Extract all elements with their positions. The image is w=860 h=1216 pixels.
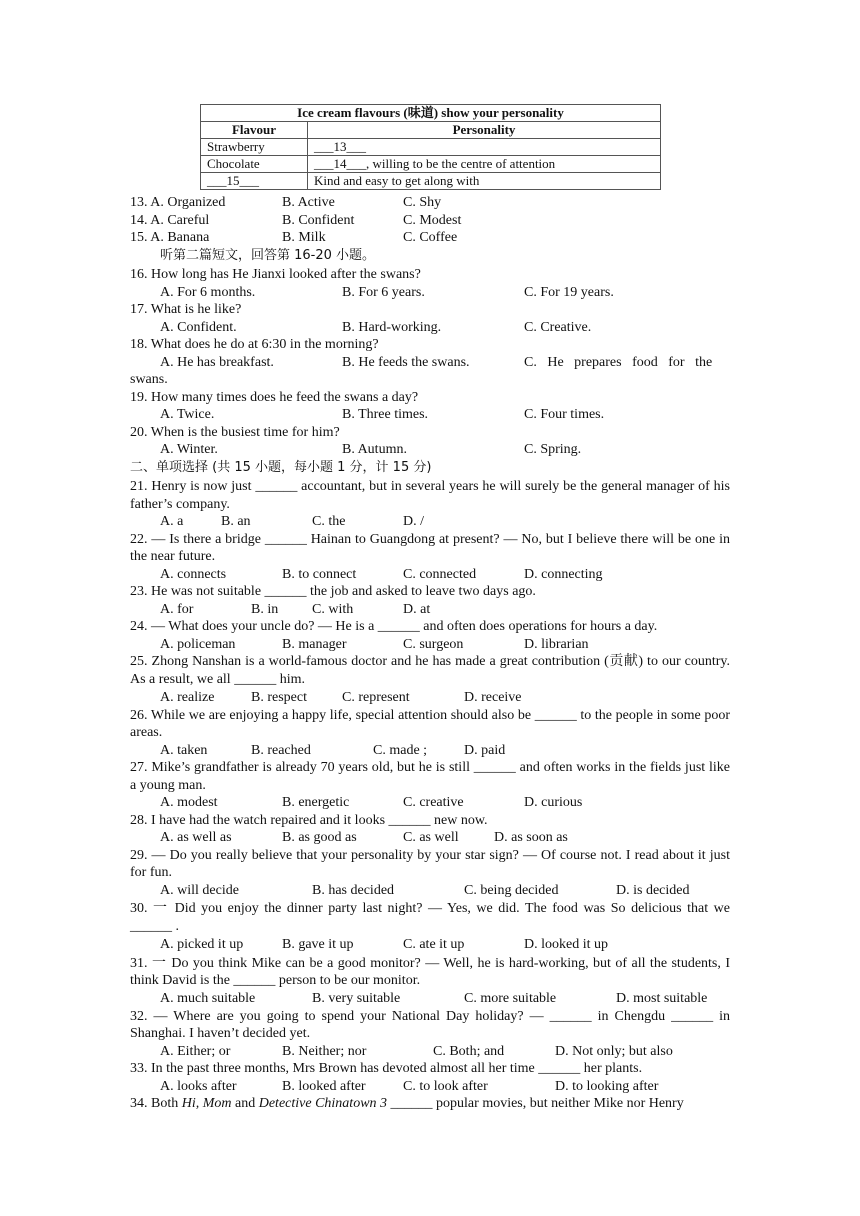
table-header-personality: Personality bbox=[308, 122, 661, 139]
table-cell-flavour: ___15___ bbox=[201, 173, 308, 190]
q30-option-a: A. picked it up bbox=[160, 936, 244, 952]
flavour-personality-table bbox=[200, 104, 661, 190]
q14-option-b: B. Confident bbox=[282, 212, 355, 228]
q22-option-b: B. to connect bbox=[282, 566, 357, 582]
question-13 bbox=[130, 194, 730, 212]
q32-option-a: A. Either; or bbox=[160, 1043, 231, 1059]
q29-option-d: D. is decided bbox=[616, 882, 690, 898]
q24-option-c: C. surgeon bbox=[403, 636, 464, 652]
q30-option-c: C. ate it up bbox=[403, 936, 465, 952]
table-row bbox=[201, 156, 661, 173]
q31-option-b: B. very suitable bbox=[312, 991, 401, 1006]
q20-option-a: A. Winter. bbox=[160, 442, 218, 457]
table-title: Ice cream flavours (味道) show your personality bbox=[201, 105, 661, 122]
q16-option-a: A. For 6 months. bbox=[160, 284, 256, 300]
question-20-stem: 20. When is the busiest time for him? bbox=[130, 424, 340, 440]
question-18-stem: 18. What does he do at 6:30 in the morning? bbox=[130, 337, 379, 352]
q30-option-b: B. gave it up bbox=[282, 936, 354, 952]
q29-option-a: A. will decide bbox=[160, 882, 239, 898]
q31-option-c: C. more suitable bbox=[464, 991, 557, 1006]
q27-option-a: A. modest bbox=[160, 795, 218, 810]
table-cell-personality: ___14___, willing to be the centre of attention bbox=[308, 156, 661, 173]
question-27-stem: 27. Mike’s grandfather is already 70 years old, but he is still ______ and often works in the fields just like a young man. bbox=[130, 760, 730, 793]
q18-option-a: A. He has breakfast. bbox=[160, 354, 274, 370]
q23-option-d: D. at bbox=[403, 601, 431, 617]
q15-option-b: B. Milk bbox=[282, 230, 326, 245]
q13-option-a: 13. A. Organized bbox=[130, 195, 226, 210]
question-26-stem: 26. While we are enjoying a happy life, special attention should also be ______ to the people in some poor areas. bbox=[130, 707, 730, 740]
q22-option-a: A. connects bbox=[160, 566, 227, 582]
question-29-stem: 29. — Do you really believe that your personality by your star sign? — Of course not. I read about it just for fun. bbox=[130, 847, 730, 880]
q26-option-b: B. reached bbox=[251, 742, 311, 758]
q23-option-c: C. with bbox=[312, 601, 354, 617]
q25-option-c: C. represent bbox=[342, 690, 410, 705]
q23-option-a: A. for bbox=[160, 601, 194, 617]
question-21-stem: 21. Henry is now just ______ accountant, but in several years he will surely be the general manager of his father’s company. bbox=[130, 479, 730, 512]
section-2-heading: 二、单项选择 (共 15 小题，每小题 1 分，计 15 分) bbox=[130, 459, 432, 475]
q24-option-a: A. policeman bbox=[160, 636, 236, 652]
q20-option-b: B. Autumn. bbox=[342, 442, 407, 457]
q24-option-d: D. librarian bbox=[524, 636, 589, 652]
q32-option-c: C. Both; and bbox=[433, 1043, 505, 1059]
q24-option-b: B. manager bbox=[282, 636, 347, 652]
q26-option-d: D. paid bbox=[464, 742, 506, 758]
q26-option-a: A. taken bbox=[160, 742, 208, 758]
q22-option-d: D. connecting bbox=[524, 566, 603, 582]
question-14 bbox=[130, 212, 730, 230]
question-15 bbox=[130, 229, 730, 247]
question-22-stem: 22. — Is there a bridge ______ Hainan to Guangdong at present? — No, but I believe there will be one in the near future. bbox=[130, 531, 730, 564]
q13-option-c: C. Shy bbox=[403, 195, 442, 210]
question-28-stem: 28. I have had the watch repaired and it looks ______ new now. bbox=[130, 812, 488, 828]
q21-option-b: B. an bbox=[221, 514, 251, 529]
q29-option-b: B. has decided bbox=[312, 882, 395, 898]
q21-option-c: C. the bbox=[312, 514, 346, 529]
q33-option-a: A. looks after bbox=[160, 1078, 237, 1094]
q15-option-c: C. Coffee bbox=[403, 230, 458, 245]
question-24-stem: 24. — What does your uncle do? — He is a ______ and often does operations for hours a day. bbox=[130, 619, 658, 634]
q28-option-b: B. as good as bbox=[282, 830, 357, 845]
question-19-stem: 19. How many times does he feed the swans a day? bbox=[130, 389, 419, 405]
q34-movie-1: Hi, Mom bbox=[181, 1096, 232, 1111]
q32-option-d: D. Not only; but also bbox=[555, 1043, 673, 1059]
q20-option-c: C. Spring. bbox=[524, 442, 582, 457]
q34-rest: ______ popular movies, but neither Mike nor Henry bbox=[387, 1096, 684, 1111]
q26-option-c: C. made ; bbox=[373, 742, 428, 758]
q17-option-c: C. Creative. bbox=[524, 319, 592, 335]
question-32-stem: 32. — Where are you going to spend your National Day holiday? — ______ in Chengdu ______ in Shanghai. I haven’t decided yet. bbox=[130, 1008, 730, 1041]
q16-option-b: B. For 6 years. bbox=[342, 284, 425, 300]
q18-option-c: C. He prepares food for the bbox=[524, 354, 713, 370]
q27-option-c: C. creative bbox=[403, 795, 464, 810]
section-listening-2-heading: 听第二篇短文，回答第 16-20 小题。 bbox=[160, 247, 376, 263]
q27-option-d: D. curious bbox=[524, 795, 583, 810]
question-17-stem: 17. What is he like? bbox=[130, 302, 242, 317]
q34-mid: and bbox=[231, 1096, 259, 1111]
q27-option-b: B. energetic bbox=[282, 795, 350, 810]
q32-option-b: B. Neither; nor bbox=[282, 1043, 367, 1059]
q23-option-b: B. in bbox=[251, 601, 279, 617]
q34-movie-2: Detective Chinatown 3 bbox=[258, 1096, 388, 1111]
q34-prefix: 34. Both bbox=[130, 1096, 182, 1111]
table-cell-personality: ___13___ bbox=[308, 139, 661, 156]
question-25-stem: 25. Zhong Nanshan is a world-famous doctor and he has made a great contribution (贡献) to our country. As a result, we all ______ him. bbox=[130, 654, 730, 687]
question-23-stem: 23. He was not suitable ______ the job and asked to leave two days ago. bbox=[130, 584, 536, 599]
q19-option-a: A. Twice. bbox=[160, 407, 215, 422]
table-cell-flavour: Chocolate bbox=[201, 156, 308, 173]
table-header-flavour: Flavour bbox=[201, 122, 308, 139]
q28-option-d: D. as soon as bbox=[494, 830, 568, 845]
q25-option-a: A. realize bbox=[160, 690, 215, 705]
q14-option-a: 14. A. Careful bbox=[130, 212, 210, 228]
q17-option-b: B. Hard-working. bbox=[342, 319, 442, 335]
q31-option-a: A. much suitable bbox=[160, 991, 256, 1006]
q19-option-b: B. Three times. bbox=[342, 407, 429, 422]
question-30-stem: 30. 一 Did you enjoy the dinner party last night? — Yes, we did. The food was So delicious that we ______ . bbox=[130, 901, 730, 934]
q28-option-c: C. as well bbox=[403, 830, 459, 845]
q33-option-d: D. to looking after bbox=[555, 1078, 659, 1094]
question-34-stem bbox=[130, 1095, 730, 1113]
q30-option-d: D. looked it up bbox=[524, 936, 608, 952]
q14-option-c: C. Modest bbox=[403, 212, 462, 228]
q21-option-d: D. / bbox=[403, 514, 424, 529]
q33-option-b: B. looked after bbox=[282, 1078, 366, 1094]
q13-option-b: B. Active bbox=[282, 195, 335, 210]
q29-option-c: C. being decided bbox=[464, 882, 559, 898]
q18-option-b: B. He feeds the swans. bbox=[342, 354, 470, 370]
q19-option-c: C. Four times. bbox=[524, 407, 605, 422]
q18-option-c-continuation: swans. bbox=[130, 372, 168, 387]
q25-option-b: B. respect bbox=[251, 690, 307, 705]
q16-option-c: C. For 19 years. bbox=[524, 284, 614, 300]
q21-option-a: A. a bbox=[160, 514, 184, 529]
table-cell-flavour: Strawberry bbox=[201, 139, 308, 156]
q31-option-d: D. most suitable bbox=[616, 991, 708, 1006]
q22-option-c: C. connected bbox=[403, 566, 477, 582]
q15-option-a: 15. A. Banana bbox=[130, 230, 210, 245]
q28-option-a: A. as well as bbox=[160, 830, 232, 845]
question-31-stem: 31. 一 Do you think Mike can be a good monitor? — Well, he is hard-working, but of all the students, I think David is the ______ person to be our monitor. bbox=[130, 955, 730, 988]
q25-option-d: D. receive bbox=[464, 690, 522, 705]
q17-option-a: A. Confident. bbox=[160, 319, 237, 335]
q33-option-c: C. to look after bbox=[403, 1078, 488, 1094]
question-16-stem: 16. How long has He Jianxi looked after the swans? bbox=[130, 267, 421, 282]
table-row bbox=[201, 173, 661, 190]
table-cell-personality: Kind and easy to get along with bbox=[308, 173, 661, 190]
question-33-stem: 33. In the past three months, Mrs Brown has devoted almost all her time ______ her plants. bbox=[130, 1061, 643, 1076]
table-row bbox=[201, 139, 661, 156]
